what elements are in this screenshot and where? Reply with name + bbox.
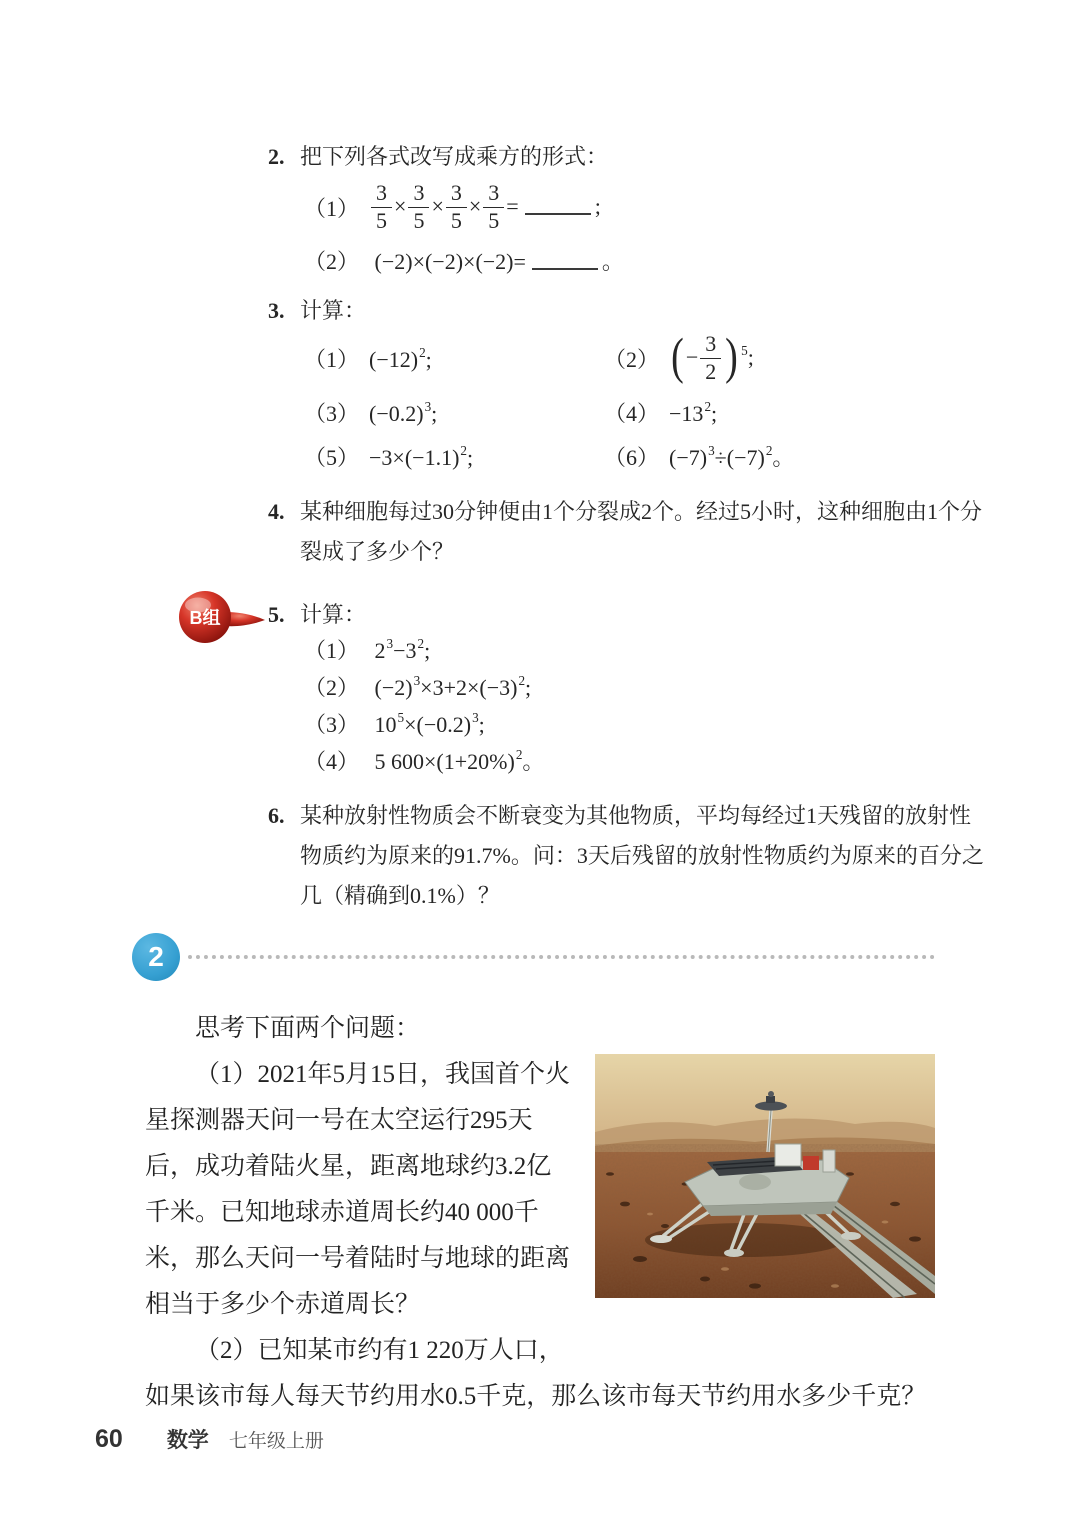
problem-number: 6. xyxy=(268,803,285,828)
problem-number: 4. xyxy=(268,499,285,524)
page-number: 60 xyxy=(95,1425,123,1453)
expr-token: 2 xyxy=(460,442,467,458)
expr-token: −13 xyxy=(669,401,704,426)
group-b-badge xyxy=(178,588,268,648)
expr-token: ( xyxy=(671,328,684,385)
expr-token: ×(−0.2) xyxy=(404,712,472,737)
expr-token: (−7) xyxy=(669,445,708,470)
expr-token: ÷(−7) xyxy=(714,445,765,470)
badge-label: B组 xyxy=(189,608,221,628)
expr-token: 10 xyxy=(374,712,397,737)
problem-3-item-3 xyxy=(304,392,604,436)
section-2-marker-row xyxy=(132,932,935,982)
expr-token xyxy=(446,181,467,232)
expr-token: ; xyxy=(711,401,718,426)
problem-number: 5. xyxy=(268,602,285,627)
expr-token: 3 xyxy=(413,672,421,688)
expr-token: 5 xyxy=(741,342,748,358)
problem-2-item-2 xyxy=(304,242,984,282)
expr-token: ; xyxy=(747,345,754,371)
expr-token: ) xyxy=(725,328,739,385)
section-number: 2 xyxy=(148,941,164,972)
expr-token: × xyxy=(468,194,482,220)
expr-token: ×3+2×(−3) xyxy=(420,675,518,700)
expr-token: 3 xyxy=(371,181,392,207)
expr-token: ; xyxy=(424,638,431,663)
section-2-number-badge xyxy=(132,933,180,981)
problem-3-item-1 xyxy=(304,328,604,392)
expr-token: 3 xyxy=(700,332,721,358)
problem-title: 计算： xyxy=(300,298,367,323)
problem-4 xyxy=(268,492,984,572)
item-label: （2） xyxy=(604,347,660,372)
expr-token: 2 xyxy=(705,358,717,384)
problem-5-item-4 xyxy=(304,743,984,780)
expr-token xyxy=(532,268,598,270)
exercise-section xyxy=(189,140,984,916)
expr-token: − xyxy=(685,345,699,371)
problem-5 xyxy=(189,598,984,780)
dotted-divider xyxy=(188,955,935,959)
problem-2-head xyxy=(268,140,984,174)
problem-text: 某种放射性物质会不断衰变为其他物质，平均每经过1天残留的放射性物质约为原来的91.7%。问：3天后残留的放射性物质约为原来的百分之几（精确到0.1%）？ xyxy=(300,803,984,908)
expr-token: 3 xyxy=(446,181,467,207)
expr-token: ; xyxy=(431,401,438,426)
problem-3-item-6 xyxy=(604,436,984,480)
expr-token: (−12) xyxy=(369,347,419,372)
volume-label: 七年级上册 xyxy=(228,1431,324,1452)
problem-3-head xyxy=(268,294,984,328)
expr-token: 。 xyxy=(772,445,795,470)
math-expression xyxy=(669,328,754,385)
item-label: （2） xyxy=(304,675,360,700)
problem-title: 计算： xyxy=(300,602,367,627)
item-label: （1） xyxy=(304,196,360,221)
expr-token: 3 xyxy=(708,442,715,458)
expr-token: 3 xyxy=(472,709,479,725)
expr-token: × xyxy=(431,194,444,220)
item-label: （1） xyxy=(304,347,360,372)
problem-2 xyxy=(268,140,984,282)
expr-token: ; xyxy=(594,194,601,220)
expr-token: 3 xyxy=(424,398,432,414)
expr-token: 3 xyxy=(408,181,429,207)
problem-3-item-5 xyxy=(304,436,604,480)
expr-token: 3 xyxy=(386,635,394,651)
expr-token: 。 xyxy=(522,749,545,774)
expr-token: 5 xyxy=(376,207,388,233)
expr-token: 5 xyxy=(413,207,425,233)
math-expression xyxy=(369,438,473,478)
expr-token: (−2)×(−2)×(−2)= xyxy=(374,249,526,274)
expr-token xyxy=(408,181,429,232)
item-label: （2） xyxy=(304,249,360,274)
problem-6 xyxy=(268,796,984,916)
item-label: （4） xyxy=(604,401,660,426)
section-2-body xyxy=(145,1006,935,1420)
expr-token: (−0.2) xyxy=(369,401,424,426)
expr-token: (−2) xyxy=(374,675,413,700)
item-label: （3） xyxy=(304,712,360,737)
item-label: （5） xyxy=(304,445,360,470)
problem-text: 某种细胞每过30分钟便由1个分裂成2个。经过5小时，这种细胞由1个分裂成了多少个？ xyxy=(300,499,983,564)
expr-token xyxy=(700,332,721,383)
expr-token: 2 xyxy=(417,635,425,651)
expr-token: 5 xyxy=(397,709,405,725)
badge-tail xyxy=(226,612,265,626)
problem-5-head xyxy=(268,598,984,632)
question-2-lead: （2）已知某市约有1 220万人口， xyxy=(195,1337,564,1364)
expr-token: 。 xyxy=(601,249,624,274)
expr-token: = xyxy=(506,194,519,220)
expr-token: ; xyxy=(525,675,532,700)
item-label: （1） xyxy=(304,638,360,663)
problem-title: 把下列各式改写成乘方的形式： xyxy=(300,144,609,169)
math-expression xyxy=(669,394,717,434)
expr-token: ; xyxy=(478,712,485,737)
subject-label: 数学 xyxy=(166,1429,209,1452)
math-expression xyxy=(369,394,437,434)
expr-token: 5 xyxy=(488,207,500,233)
think-intro: 思考下面两个问题： xyxy=(195,1015,421,1042)
problem-3-item-4 xyxy=(604,392,984,436)
expr-token xyxy=(525,213,591,215)
question-2-rest: 如果该市每人每天节约用水0.5千克，那么该市每天节约用水多少千克？ xyxy=(145,1383,927,1410)
problem-number: 3. xyxy=(268,298,285,323)
expr-token: 2 xyxy=(419,344,426,360)
expr-token: −3×(−1.1) xyxy=(369,445,460,470)
problem-number: 2. xyxy=(268,144,285,169)
expr-token: 2 xyxy=(765,442,773,458)
item-label: （6） xyxy=(604,445,660,470)
problem-3-item-2 xyxy=(604,328,984,392)
expr-token: 2 xyxy=(704,398,712,414)
mars-lander-illustration xyxy=(595,1054,935,1298)
math-expression xyxy=(369,180,601,234)
expr-token: −3 xyxy=(393,638,417,663)
problem-5-item-2 xyxy=(304,669,984,706)
math-expression xyxy=(369,340,432,380)
math-expression xyxy=(374,635,431,663)
section-2 xyxy=(0,932,1080,1420)
group-b-badge-graphic xyxy=(178,588,268,648)
expr-token: 5 600×(1+20%) xyxy=(374,749,515,774)
math-expression xyxy=(374,672,532,700)
expr-token: 2 xyxy=(515,746,523,762)
math-expression xyxy=(374,709,485,737)
page-footer xyxy=(95,1424,324,1454)
mars-lander-image xyxy=(595,1054,935,1298)
expr-token: ; xyxy=(425,347,432,372)
problem-5-item-3 xyxy=(304,706,984,743)
item-label: （4） xyxy=(304,749,360,774)
math-expression xyxy=(375,249,624,274)
math-expression xyxy=(374,746,545,774)
expr-token: 2 xyxy=(374,638,386,663)
question-1-text: （1）2021年5月15日，我国首个火星探测器天问一号在太空运行295天后，成功着陆火星，距离地球约3.2亿千米。已知地球赤道周长约40 000千米，那么天问一号着陆时与地球的距离相当于多少个赤道周长？ xyxy=(145,1061,571,1318)
problem-3 xyxy=(268,294,984,480)
expr-token: 3 xyxy=(483,181,504,207)
problem-2-item-1 xyxy=(304,180,984,238)
expr-token: 2 xyxy=(518,672,526,688)
expr-token: × xyxy=(394,194,407,220)
expr-token xyxy=(371,181,392,232)
math-expression xyxy=(669,438,794,478)
problem-5-item-1 xyxy=(304,632,984,669)
item-label: （3） xyxy=(304,401,360,426)
expr-token xyxy=(483,181,504,232)
expr-token: 5 xyxy=(450,207,462,233)
expr-token: ; xyxy=(466,445,474,470)
